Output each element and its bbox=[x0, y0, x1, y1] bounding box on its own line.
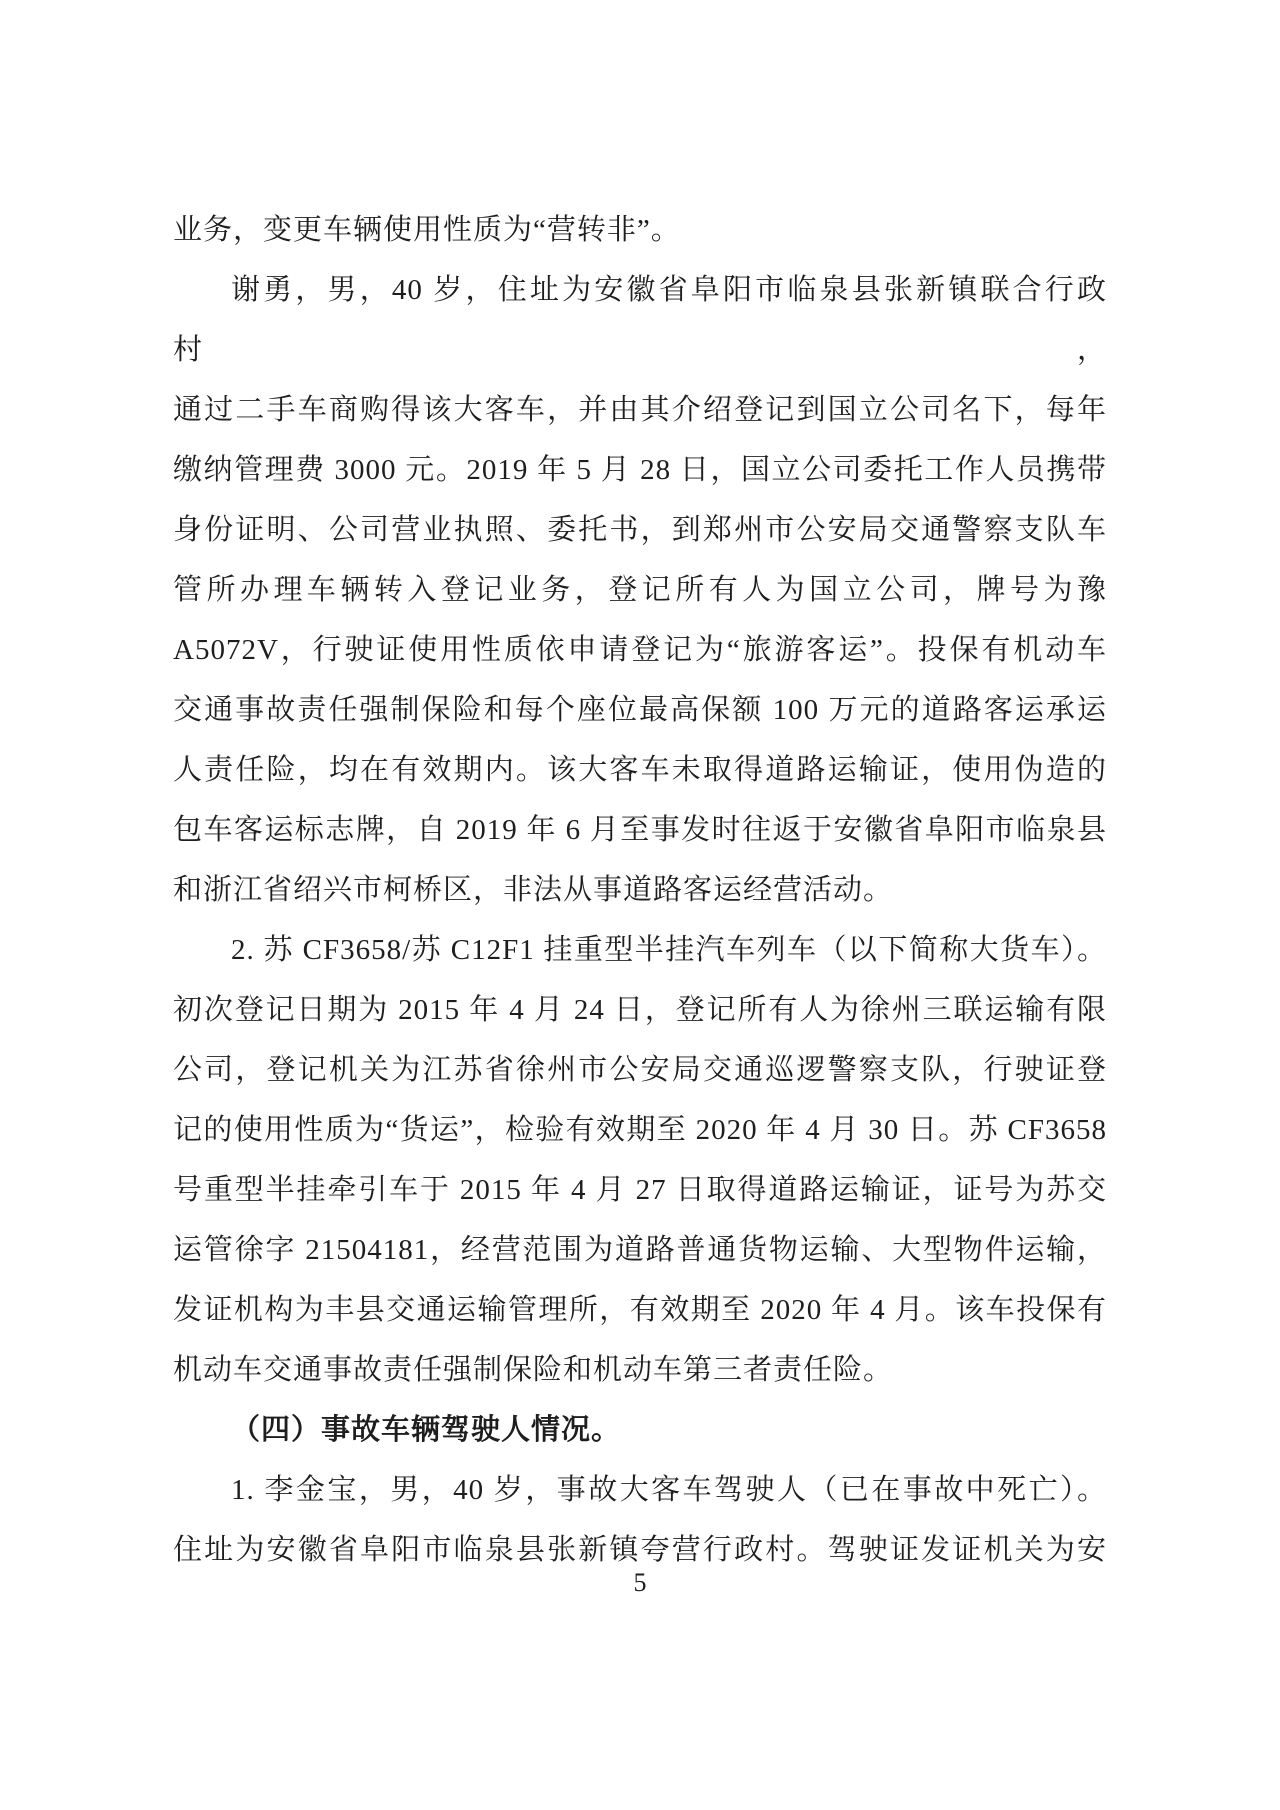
paragraph bbox=[173, 200, 1107, 260]
text-line: 通过二手车商购得该大客车，并由其介绍登记到国立公司名下，每年 bbox=[173, 394, 1107, 426]
text-line: 发证机构为丰县交通运输管理所，有效期至 2020 年 4 月。该车投保有 bbox=[173, 1294, 1107, 1326]
text-line: 号重型半挂牵引车于 2015 年 4 月 27 日取得道路运输证，证号为苏交 bbox=[173, 1174, 1107, 1206]
text-line: 和浙江省绍兴市柯桥区，非法从事道路客运经营活动。 bbox=[173, 874, 894, 906]
text-line: 业务，变更车辆使用性质为“营转非”。 bbox=[173, 214, 681, 246]
text-line: 交通事故责任强制保险和每个座位最高保额 100 万元的道路客运承运 bbox=[173, 694, 1107, 726]
text-line: 机动车交通事故责任强制保险和机动车第三者责任险。 bbox=[173, 1354, 894, 1386]
text-line: 运管徐字 21504181，经营范围为道路普通货物运输、大型物件运输， bbox=[173, 1234, 1107, 1266]
text-line: 住址为安徽省阜阳市临泉县张新镇夸营行政村。驾驶证发证机关为安 bbox=[173, 1534, 1107, 1566]
text-line: 缴纳管理费 3000 元。2019 年 5 月 28 日，国立公司委托工作人员携带 bbox=[173, 454, 1107, 486]
text-line: （四）事故车辆驾驶人情况。 bbox=[231, 1414, 622, 1446]
section-heading bbox=[173, 1400, 1107, 1460]
paragraph bbox=[173, 260, 1107, 920]
text-line: A5072V，行驶证使用性质依申请登记为“旅游客运”。投保有机动车 bbox=[173, 634, 1107, 666]
text-line: 管所办理车辆转入登记业务，登记所有人为国立公司，牌号为豫 bbox=[173, 574, 1107, 606]
text-line: 公司，登记机关为江苏省徐州市公安局交通巡逻警察支队，行驶证登 bbox=[173, 1054, 1107, 1086]
text-line: 谢勇，男，40 岁，住址为安徽省阜阳市临泉县张新镇联合行政村， bbox=[173, 274, 1107, 366]
paragraph bbox=[173, 1460, 1107, 1580]
text-line: 初次登记日期为 2015 年 4 月 24 日，登记所有人为徐州三联运输有限 bbox=[173, 994, 1107, 1026]
text-line: 1. 李金宝，男，40 岁，事故大客车驾驶人（已在事故中死亡）。 bbox=[231, 1474, 1107, 1506]
page-number: 5 bbox=[633, 1568, 647, 1597]
text-line: 2. 苏 CF3658/苏 C12F1 挂重型半挂汽车列车（以下简称大货车）。 bbox=[231, 934, 1107, 966]
text-line: 记的使用性质为“货运”，检验有效期至 2020 年 4 月 30 日。苏 CF3658 bbox=[173, 1114, 1107, 1146]
paragraph bbox=[173, 920, 1107, 1400]
text-line: 人责任险，均在有效期内。该大客车未取得道路运输证，使用伪造的 bbox=[173, 754, 1107, 786]
document-body bbox=[173, 200, 1107, 1580]
text-line: 身份证明、公司营业执照、委托书，到郑州市公安局交通警察支队车 bbox=[173, 514, 1107, 546]
text-line: 包车客运标志牌，自 2019 年 6 月至事发时往返于安徽省阜阳市临泉县 bbox=[173, 814, 1107, 846]
